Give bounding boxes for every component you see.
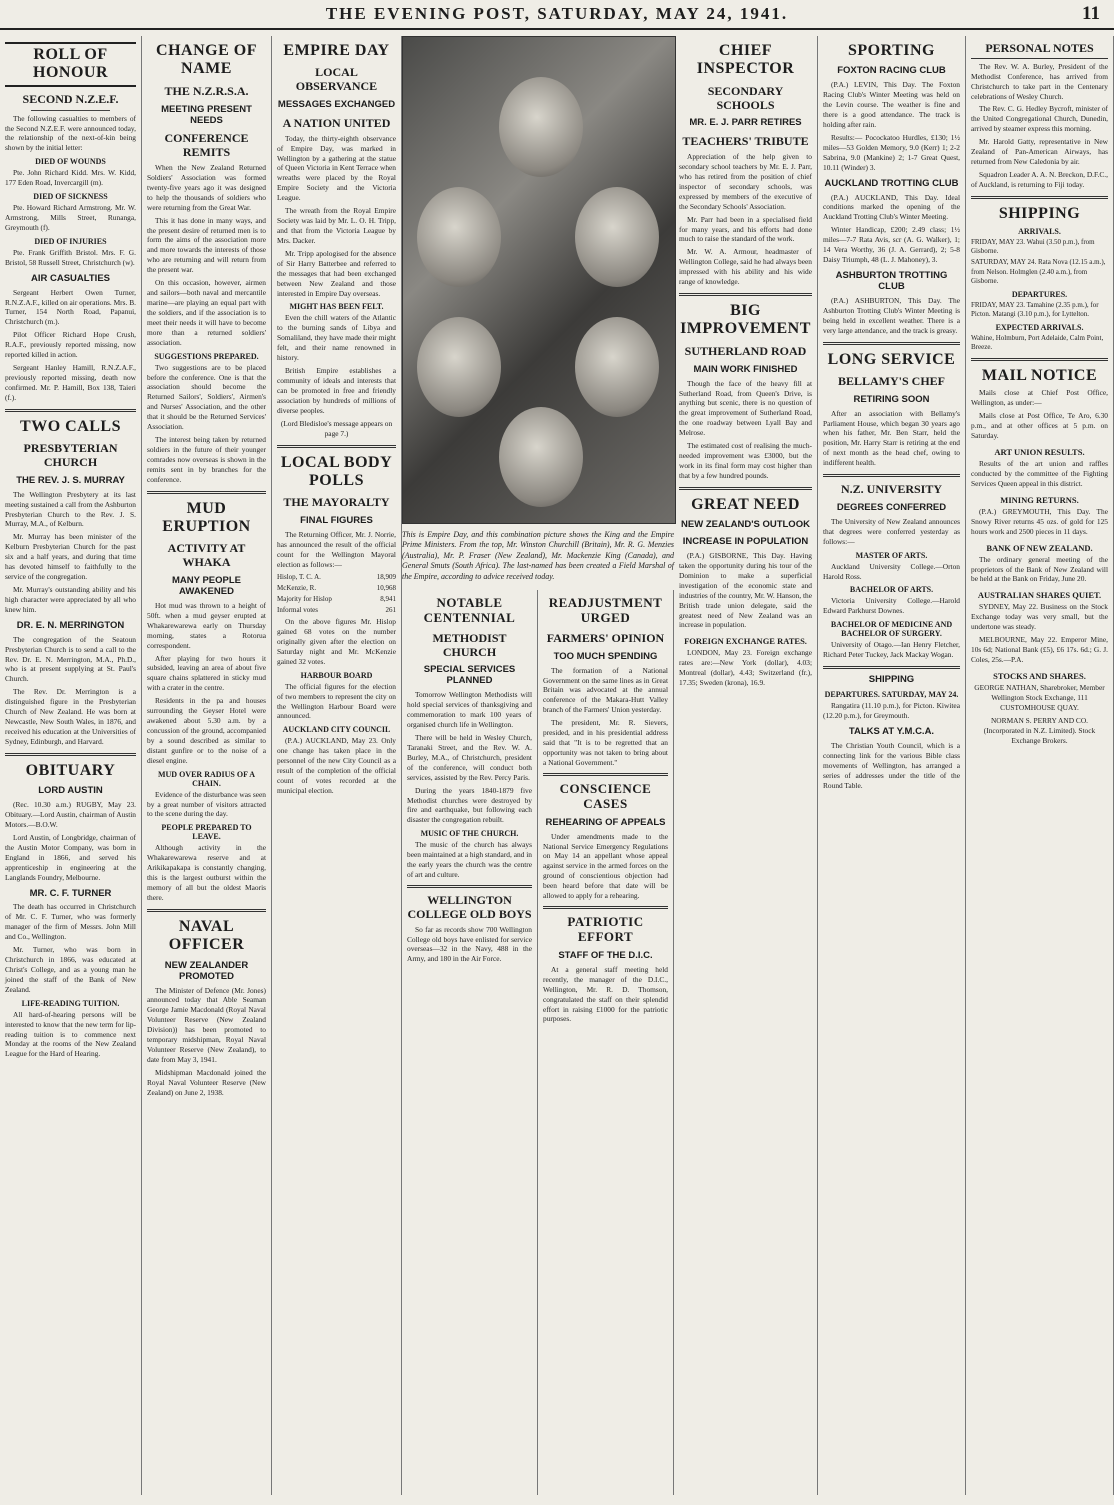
shipping-article (971, 205, 1108, 352)
degree-1-text: Auckland University College.—Orton Harold Ross. (823, 561, 960, 581)
column-personal (966, 36, 1114, 1495)
mud-p1: Hot mud was thrown to a height of 50ft. when a mud geyser erupted at Whakarewarewa early on Thursday morning, states a Rotorua correspondent. (147, 600, 266, 650)
two-calls-article (5, 418, 136, 747)
air-heading: AIR CASUALTIES (31, 272, 110, 284)
ymca-heading: TALKS AT Y.M.C.A. (848, 725, 935, 737)
air-text-1: Sergeant Herbert Owen Turner, R.N.Z.A.F., killed on air operations. Mrs. B. Turner, 154 North Road, Papanui, Christchurch (m.). (5, 287, 136, 327)
chief-p3: Mr. W. A. Armour, headmaster of Wellington College, said he had always been impressed with his ability and his wide range of knowledge. (679, 247, 812, 287)
expected-1: Wahine, Holmburn, Port Adelaide, Calm Point, Breeze. (971, 333, 1104, 351)
local-body-p3: The official figures for the election of two members to represent the city on the Wellington Harbour Board were announced. (277, 681, 396, 721)
naval-title: NAVAL OFFICER (168, 917, 245, 954)
mud-sub2: PEOPLE PREPARED TO LEAVE. (161, 823, 252, 842)
degree-3-text: University of Otago.—Ian Henry Fletcher, Richard Peter Tuckey, Jack Mackay Wogan. (823, 640, 960, 660)
arrivals-2: SATURDAY, MAY 24. Rata Nova (12.15 a.m.), from Nelson. Holmglen (2.40 a.m.), from Gisborne. (971, 258, 1106, 285)
centennial-p1: Tomorrow Wellington Methodists will hold special services of thanksgiving and commemoration to mark 100 years of organised church life in Wellington. (407, 690, 532, 730)
dos-text: Pte. Howard Richard Armstrong. Mr. W. Armstrong, Mills Street, Runanga, Greymouth (f). (5, 203, 136, 232)
chief-p2: Mr. Parr had been in a specialised field for many years, and his efforts had done much to raise the standard of the work. (679, 214, 812, 244)
bellamys-heading: BELLAMY'S CHEF (837, 373, 945, 388)
mud-title: MUD ERUPTION (162, 499, 251, 536)
shipping-mid-sub: DEPARTURES. SATURDAY, MAY 24. (824, 690, 959, 700)
empire-day-p1: Today, the thirty-eighth observance of Empire Day, was marked in Wellington by a gathering at the statue of Queen Victoria in Kent Terrace when wreaths were placed by the Royal Empire Society and the Victoria League. (277, 133, 396, 203)
majority-row (277, 595, 396, 604)
mud-p3: Residents in the pa and houses surrounding the Geyser Hotel were awakened about 5.30 a.m. by a concussion of the ground, accompanied by a sound described as similar to distant gunfire or to the noise of a diesel engine. (147, 696, 266, 765)
change-name-h3: MEETING PRESENT NEEDS (161, 103, 252, 126)
readjustment-p1: The formation of a National Government on the same lines as in Great Britain was advocated at the annual conference of the Makara-Hutt Valley branch of the Farmers' Union yesterday. (543, 665, 668, 715)
centennial-p2: There will be held in Wesley Church, Taranaki Street, and the Rev. W. A. Burley, M.A., of Christchurch, president of the conference, will conduct both services, assisted by the Rev. Percy Paris. (407, 733, 532, 782)
readjustment-title: READJUSTMENT URGED (548, 595, 663, 625)
auckland-trotting-heading: AUCKLAND TROTTING CLUB (824, 177, 959, 189)
chief-p1: Appreciation of the help given to secondary school teachers by Mr. E. J. Parr, who has retired from the position of chief inspector of secondary schools, was expressed by members of the executive of the Secondary Schools' Association. (679, 152, 812, 211)
mud-p2: After playing for two hours it subsided, leaving an area of about five square chains splattered in sticky mud with a crater in the centre. (147, 653, 266, 693)
photo-portrait-5 (575, 317, 659, 417)
local-body-p2: On the above figures Mr. Hislop gained 68 votes on the number originally given after the election on Saturday night and Mr. McKenzie gained 32 votes. (277, 617, 396, 666)
conscience-h2: REHEARING OF APPEALS (545, 816, 666, 828)
naval-p2: Midshipman Macdonald joined the Royal Naval Volunteer Reserve (New Zealand) on June 2, 1938. (147, 1067, 266, 1097)
prime-ministers-photo (402, 36, 676, 524)
empire-day-p4: Even the chill waters of the Atlantic to the burning sands of Libya and Somaliland, they have made their might felt, and their name renowned in history. (277, 313, 396, 363)
empire-day-h4: A NATION UNITED (282, 115, 391, 130)
patriotic-title: PATRIOTIC EFFORT (567, 914, 644, 944)
personal-p13: NORMAN S. PERRY AND CO. (Incorporated in N.Z. Limited). Stock Exchange Brokers. (983, 715, 1096, 745)
retiring-heading: RETIRING SOON (853, 393, 930, 405)
degrees-heading: DEGREES CONFERRED (836, 501, 947, 513)
newspaper-title: THE EVENING POST, SATURDAY, MAY 24, 1941. (325, 4, 789, 23)
readjustment-p3: Under amendments made to the National Service Emergency Regulations on May 14 an appellant whose appeal against service in the armed forces on the ground of conscientious objection had been heard before that date will be allowed to apply for a rehearing. (543, 831, 668, 901)
mud-h3: MANY PEOPLE AWAKENED (172, 575, 241, 597)
merrington-heading: DR. E. N. MERRINGTON (16, 619, 125, 631)
photo-portrait-6 (499, 407, 583, 507)
chief-p4: Though the face of the heavy fill at Sutherland Road, from Queen's Drive, is anything but scenic, there is no question of the great improvement of Sutherland Road, the one roadway between Lyall Bay and Melrose. (679, 378, 812, 438)
two-calls-p2: Mr. Murray has been minister of the Kelburn Presbyterian Church for the past six and a half years, and during that time has devoted himself to faithfully to the service of the congregation. (5, 532, 136, 582)
sutherland-h3: MAIN WORK FINISHED (693, 363, 798, 375)
empire-day-p2: The wreath from the Royal Empire Society was laid by Mr. L. O. H. Tripp, and that from the Victoria League by Mrs. Dacker. (277, 206, 396, 245)
personal-p6: Mails close at Post Office, Te Aro, 6.30 p.m., and at other offices at 5 p.m. on Saturday. (971, 411, 1108, 441)
obituary-p4: Mr. Turner, who was born in Christchurch in 1866, was educated at Christ's College, and as a young man he joined the staff of the Bank of New Zealand. (5, 945, 136, 994)
change-name-h4: CONFERENCE REMITS (164, 131, 249, 160)
mud-h2: ACTIVITY AT WHAKA (167, 541, 246, 570)
lord-austin-heading: LORD AUSTIN (38, 785, 103, 797)
obituary-p1: (Rec. 10.30 a.m.) RUGBY, May 23. Obituary.—Lord Austin, chairman of Austin Motors.—B.O.W. (5, 800, 136, 829)
sutherland-road-article (679, 302, 812, 481)
photo-portrait-2 (417, 187, 501, 287)
readjustment-h3: TOO MUCH SPENDING (553, 650, 658, 662)
centennial-p3: During the years 1840-1879 five Methodist churches were destroyed by fire and earthquake, but following each disaster the congregation rebuilt. (407, 785, 532, 825)
auckland-council-heading: AUCKLAND CITY COUNCIL (282, 725, 391, 735)
readjustment-p2: The president, Mr. R. Sievers, presided, and in his presidential address said that "It is to be regretted that an opportunity was not taken to bring about a National Government." (543, 718, 668, 767)
chief-h3: MR. E. J. PARR RETIRES (689, 117, 802, 129)
readjustment-h2: FARMERS' OPINION (546, 630, 665, 645)
two-calls-p4: The congregation of the Seatoun Presbyterian Church is to send a call to the Rev. Dr. E. N. Merrington, M.A., Ph.D., who is at present supplying at St. Paul's Church. (5, 634, 136, 684)
vote-row-2 (277, 584, 396, 593)
photo-portrait-3 (575, 187, 659, 287)
empire-day-h2: LOCAL OBSERVANCE (295, 65, 378, 94)
photo-caption: This is Empire Day, and this combination picture shows the King and the Empire Prime Ministers. From the top, Mr. Winston Churchill (Britain), Mr. R. G. Menzies (Australia), Mr. P. Fraser (New Zealand), Mr. Mackenzie King (Canada), and General Smuts (South Africa). The last-named has been created a Field Marshal of the Empire, according to advice received today. (402, 530, 674, 581)
masthead (0, 0, 1114, 30)
degree-2-text: Victoria University College.—Harold Edward Parkhurst Downes. (823, 596, 960, 616)
naval-h2: NEW ZEALANDER PROMOTED (164, 959, 249, 982)
naval-p1: The Minister of Defence (Mr. Jones) announced today that Able Seaman George Jamie Macdonald (Royal Naval Volunteer Reserve (New Zealand Division)) has been promoted to temporary midshipman, Royal Naval Volunteer Reserve (New Zealand), to date from May 3, 1941. (147, 985, 266, 1065)
vote-row-1 (277, 573, 396, 582)
personal-p2: The Rev. C. G. Hedley Bycroft, minister of the United Congregational Church, Dunedin, arrived by steamer express this morning. (971, 104, 1108, 134)
final-figures-heading: FINAL FIGURES (300, 515, 373, 527)
empire-day-article (277, 42, 396, 439)
personal-p12: GEORGE NATHAN, Sharebroker, Member Wellington Stock Exchange, 111 CUSTOMHOUSE QUAY. (974, 682, 1105, 712)
air-text-2: Pilot Officer Richard Hope Crush, R.A.F., previously reported missing, now reported killed in action. (5, 330, 136, 360)
empire-day-p3: Mr. Tripp apologised for the absence of Sir Harry Batterbee and referred to the messages that had been exchanged between New Zealand and those interested in Empire Day overseas. (277, 248, 396, 298)
two-calls-title: TWO CALLS (20, 417, 121, 435)
vote-val-2: 10,968 (376, 583, 396, 592)
photo-portrait-1 (499, 77, 583, 177)
vote-name-1: Hislop, T. C. A. (277, 572, 321, 581)
change-name-p1: When the New Zealand Returned Soldiers' Association was formed twenty-five years ago it was designed to help the thousands of soldiers who were returning from the Great War. (147, 163, 266, 212)
two-calls-p1: The Wellington Presbytery at its last meeting sustained a call from the Ashburton Presbyterian Church to the Rev. J. S. Murray, M.A., of Kelburn. (5, 489, 136, 529)
informal-label: Informal votes (277, 605, 319, 614)
obituary-p3: The death has occurred in Christchurch of Mr. C. F. Turner, who was formerly manager of the firm of Messrs. John Mill and Co., Wellington. (5, 902, 136, 942)
change-of-name-article (147, 42, 266, 485)
conscience-title: CONSCIENCE CASES (559, 780, 652, 811)
column-1 (0, 36, 142, 1495)
photo-portrait-4 (417, 317, 501, 417)
bank-heading: BANK OF NEW ZEALAND. (986, 542, 1093, 553)
great-need-h2: NEW ZEALAND'S OUTLOOK (681, 519, 810, 531)
sporting-p7: The University of New Zealand announces that degrees were conferred yesterday as follows:— (823, 516, 960, 546)
personal-p10: SYDNEY, May 22. Business on the Stock Exchange today was very small, but the undertone was steady. (971, 602, 1108, 632)
column-chief-inspector (674, 36, 818, 1495)
empire-day-h3: MESSAGES EXCHANGED (277, 98, 396, 110)
centennial-p4: The music of the church has always been maintained at a high standard, and in the early years the church was the centre of art and culture. (407, 840, 532, 880)
column-3 (272, 36, 402, 1495)
chief-h4: TEACHERS' TRIBUTE (682, 134, 809, 149)
long-service-article (823, 351, 960, 469)
personal-p8: (P.A.) GREYMOUTH, This Day. The Snowy River returns 45 ozs. of gold for 125 hours work and 2500 pieces in 11 days. (971, 506, 1108, 536)
roll-of-honour-article (5, 42, 136, 403)
university-article (823, 483, 960, 660)
patriotic-h2: STAFF OF THE D.I.C. (558, 949, 653, 961)
centennial-p5: So far as records show 700 Wellington College old boys have enlisted for service overseas—32 in the Navy, 488 in the Army, and 180 in the Air Force. (407, 924, 532, 964)
sutherland-h2: SUTHERLAND ROAD (684, 343, 807, 358)
obituary-p2: Lord Austin, of Longbridge, chairman of the Austin Motor Company, was born in England in 1866, and served his apprenticeship in engineering at the Langlands Foundry, Melbourne. (5, 832, 136, 882)
college-old-boys-heading: WELLINGTON COLLEGE OLD BOYS (407, 892, 532, 921)
chief-p5: The estimated cost of realising the much-needed improvement was £3000, but the work in its final form may cost higher than that by a few hundred pounds. (679, 441, 812, 480)
informal-row (277, 606, 396, 615)
mail-notice-article (971, 367, 1108, 745)
departures-heading: DEPARTURES. (1011, 289, 1068, 299)
dos-heading: DIED OF SICKNESS (33, 192, 108, 202)
two-calls-p3: Mr. Murray's outstanding ability and his high character were appreciated by all who knew him. (5, 584, 136, 614)
empire-day-note: (Lord Bledisloe's message appears on page 7.) (280, 418, 393, 438)
empire-day-title: EMPIRE DAY (283, 42, 390, 59)
sporting-p8: The Christian Youth Council, which is a connecting link for the various Bible class movements of Wellington, has arranged a series of addresses under the title of the Round Table. (823, 740, 960, 790)
air-text-3: Sergeant Hanley Hamill, R.N.Z.A.F., previously reported missing, death now confirmed. Mr. P. Hamill, Box 138, Taieri (f.). (5, 363, 136, 402)
naval-officer-article (147, 918, 266, 1098)
local-body-p4: (P.A.) AUCKLAND, May 23. Only one change has taken place in the personnel of the new City Council as a result of the completion of the official count of votes recorded at the municipal election. (277, 736, 396, 795)
column-centennial (402, 590, 538, 1495)
shipping-title: SHIPPING (998, 204, 1081, 222)
chief-inspector-article (679, 42, 812, 287)
great-need-h3: INCREASE IN POPULATION (682, 536, 809, 548)
two-calls-h3: THE REV. J. S. MURRAY (16, 474, 125, 486)
personal-p4: Squadron Leader A. A. N. Breckon, D.F.C., of Auckland, is returning to Fiji today. (971, 170, 1108, 189)
centennial-article (407, 596, 532, 964)
mud-eruption-article (147, 500, 266, 903)
local-body-article (277, 454, 396, 796)
mail-notice-title: MAIL NOTICE (981, 367, 1098, 385)
personal-p3: Mr. Harold Gatty, representative in New Zealand of Pan-American Airways, has returned from New Caledonia by air. (971, 137, 1108, 167)
long-service-title: LONG SERVICE (827, 350, 956, 368)
shipping-mid-title: SHIPPING (868, 674, 915, 686)
music-heading: MUSIC OF THE CHURCH. (420, 829, 519, 839)
foxton-heading: FOXTON RACING CLUB (837, 65, 946, 77)
page-number: 11 (1082, 3, 1100, 24)
roll-title: ROLL OF HONOUR (5, 42, 136, 87)
obituary-article (5, 762, 136, 1060)
dow-text: Pte. John Richard Kidd. Mrs. W. Kidd, 177 Eden Road, Invercargill (m). (5, 168, 136, 188)
turner-heading: MR. C. F. TURNER (29, 887, 112, 899)
empire-day-p5: British Empire establishes a community of ideals and interests that can be promoted in free and friendly association by hundreds of millions of diverse peoples. (277, 366, 396, 415)
expected-heading: EXPECTED ARRIVALS. (995, 322, 1084, 332)
sporting-title: SPORTING (847, 42, 935, 59)
chief-title: CHIEF INSPECTOR (696, 42, 795, 78)
fx-heading: FOREIGN EXCHANGE RATES. (684, 636, 807, 647)
vote-name-2: McKenzie, R. (277, 583, 317, 592)
might-heading: MIGHT HAS BEEN FELT. (289, 302, 384, 312)
sporting-p4: Winter Handicap, £200; 2.49 class; 1½ miles—7-7 Rata Avis, scr (A. G. Walker), 1; 14 Vera Worthy, 36 (J. A. Gerrard), 2; 5-8 Daisy Triumph, 48 (L. J. Mahoney), 3. (823, 225, 960, 265)
chief-p6: (P.A.) GISBORNE, This Day. Having taken the opportunity during his tour of the Dominion to make a superficial investigation of the economic state and industries of the country, Mr. W. Hanson, the British trade union delegate, said the greatest need of New Zealand was an increase in population. (679, 551, 812, 630)
personal-p5: Mails close at Chief Post Office, Wellington, as under:— (971, 388, 1108, 408)
great-need-article (679, 496, 812, 688)
fx-text: LONDON, May 23. Foreign exchange rates are:—New York (dollar), 4.03; Montreal (dollar), 4.43; Switzerland (fr.), 17.35; Sweden (krona), 16.9. (679, 648, 812, 688)
change-name-p2: This it has done in many ways, and the present desire of returned men is to form the aims of the association more and more towards the interests of those who are returning and will return from the present war. (147, 215, 266, 275)
centennial-h2: METHODIST CHURCH (432, 630, 507, 659)
personal-title: PERSONAL NOTES (971, 42, 1108, 59)
change-name-p3: On this occasion, however, airmen and sailors—both naval and mercantile marine—are playing an equal part with the soldiers, and if the association is to meet their needs it will have to become more than a returned soldiers' association. (147, 278, 266, 347)
centennial-title: NOTABLE CENTENNIAL (423, 595, 516, 625)
degree-3-heading: BACHELOR OF MEDICINE AND BACHELOR OF SURGERY. (830, 620, 953, 639)
informal-val: 261 (385, 605, 396, 614)
mining-heading: MINING RETURNS. (1000, 494, 1079, 505)
art-union-heading: ART UNION RESULTS. (994, 447, 1085, 458)
mud-p4: Evidence of the disturbance was seen by a great number of visitors attracted to the scene during the day. (147, 789, 266, 819)
local-body-p1: The Returning Officer, Mr. J. Norrie, has announced the result of the official count for the Wellington Mayoral election as follows:— (277, 530, 396, 569)
sporting-p6: After an association with Bellamy's Parliament House, which began 30 years ago when his father, Mr. Ben Starr, held the position, Mr. Harry Starr is retiring at the end of next month as the head chef, owing to indifferent health. (823, 408, 960, 468)
obituary-title: OBITUARY (25, 761, 116, 779)
change-name-title: CHANGE OF NAME (156, 42, 257, 78)
personal-p9: The ordinary general meeting of the proprietors of the Bank of New Zealand will be held at the Bank on Friday, June 20. (971, 554, 1108, 584)
ashburton-heading: ASHBURTON TROTTING CLUB (835, 269, 948, 292)
readjustment-p4: At a general staff meeting held recently, the manager of the D.I.C., Wellington, Mr. R. D. Thomson, congratulated the staff on their splendid effort in raising £1000 for the patriotic purposes. (543, 964, 668, 1024)
sporting-article (823, 42, 960, 336)
sporting-p3: (P.A.) AUCKLAND, This Day. Ideal conditions marked the opening of the Auckland Trotting Club's Winter Meeting. (823, 192, 960, 222)
shipping-mid-text: Rangatira (11.10 p.m.), for Picton. Kiwitea (12.20 p.m.), for Greymouth. (823, 701, 960, 721)
local-body-title: LOCAL BODY POLLS (280, 453, 393, 489)
arrivals-heading: ARRIVALS. (1018, 227, 1061, 237)
majority-label: Majority for Hislop (277, 594, 332, 603)
shares-heading: AUSTRALIAN SHARES QUIET. (977, 590, 1102, 601)
harbour-heading: HARBOUR BOARD (300, 670, 373, 680)
mud-p5: Although activity in the Whakarewarewa reserve and at Arikikapakapa is constantly changing, this is the largest outburst within the memory of all but the oldest Maoris there. (147, 843, 266, 903)
vote-val-1: 18,909 (376, 572, 396, 581)
two-calls-p5: The Rev. Dr. Merrington is a distinguished figure in the Presbyterian Church of New Zealand. He was born at Newcastle, New South Wales, in 1876, and received his education at the Universities of Sydney, Edinburgh, and Harvard. (5, 687, 136, 746)
shipping-mid-article (823, 675, 960, 790)
sporting-p2: Results:— Pocockatoo Hurdles, £130; 1½ miles—53 Golden Memory, 9.0 (Kerr) 1; 2-2 Sabrina, 9.0 (Mankine) 2; 1-7 Great Quest, 10.11 (Winder) 3. (823, 132, 960, 172)
majority-val: 8,941 (380, 594, 396, 603)
chief-h2: SECONDARY SCHOOLS (707, 83, 784, 112)
sporting-p1: (P.A.) LEVIN, This Day. The Foxton Racing Club's Winter Meeting was held on the Levin course. The weather is fine and there is a good attendance. The track is holding after rain. (823, 80, 960, 129)
degree-1-heading: MASTER OF ARTS. (855, 550, 928, 560)
suggestions-heading: SUGGESTIONS PREPARED. (154, 351, 259, 361)
roll-intro: The following casualties to members of the Second N.Z.E.F. were announced today, the relationship of the next-of-kin being shown by the initial letter: (5, 113, 136, 153)
arrivals-1: FRIDAY, MAY 23. Wahui (3.50 p.m.), from Gisborne. (971, 238, 1095, 256)
change-name-p4: Two suggestions are to be placed before the conference. One is that the association should become the Returned Sailors', Soldiers', Airmen's and Nurses' Association, and the other that it should be the Returned Services' Association. (147, 362, 266, 432)
roll-subtitle: SECOND N.Z.E.F. (22, 91, 119, 106)
lip-reading-heading: LIFE-READING TUITION. (21, 998, 120, 1008)
centennial-h3: SPECIAL SERVICES PLANNED (423, 664, 516, 687)
change-name-h2: THE N.Z.R.S.A. (164, 83, 249, 98)
change-name-p5: The interest being taken by returned soldiers in the future of their younger comrades now overseas is shown in the remits sent in by branches for the conference. (147, 435, 266, 484)
big-improvement-title: BIG IMPROVEMENT (680, 302, 811, 338)
departures-1: FRIDAY, MAY 23. Tamahine (2.35 p.m.), for Picton. Matangi (3.10 p.m.), for Lyttelton. (971, 300, 1099, 318)
obituary-p5: All hard-of-hearing persons will be interested to know that the new term for lip-reading tuition is to commence next Monday at the rooms of the New Zealand League for the Hard of Hearing. (5, 1009, 136, 1059)
personal-notes-article (971, 42, 1108, 190)
personal-p1: The Rev. W. A. Burley, President of the Methodist Conference, has arrived from Christchurch to take part in the Centenary celebrations of Wesley Church. (971, 61, 1108, 101)
university-title: N.Z. UNIVERSITY (840, 482, 943, 497)
sporting-p5: (P.A.) ASHBURTON, This Day. The Ashburton Trotting Club's Winter Meeting is being held in excellent weather. There is a very large attendance, and the track is greasy. (823, 295, 960, 335)
personal-p7: Results of the art union and raffles conducted by the committee of the Fighting Services Queen appeal in this district. (971, 459, 1108, 488)
column-readjustment (538, 590, 674, 1495)
two-calls-subtitle: PRESBYTERIAN CHURCH (23, 441, 118, 469)
stocks-heading: STOCKS AND SHARES. (993, 670, 1086, 681)
personal-p11: MELBOURNE, May 22. Emperor Mine, 10s 6d; National Bank (£5), £6 17s. 6d.; G. J. Coles, 25s.—P.A. (971, 635, 1108, 664)
column-2 (142, 36, 272, 1495)
great-need-title: GREAT NEED (691, 495, 800, 513)
doi-text: Pte. Frank Griffith Bristol. Mrs. F. G. Bristol, 58 Russell Street, Christchurch (w). (5, 247, 136, 267)
column-sporting (818, 36, 966, 1495)
degree-2-heading: BACHELOR OF ARTS. (849, 585, 934, 595)
doi-heading: DIED OF INJURIES (34, 236, 107, 246)
dow-heading: DIED OF WOUNDS (35, 157, 106, 167)
mayoralty-heading: THE MAYORALTY (283, 495, 390, 510)
mud-sub1: MUD OVER RADIUS OF A CHAIN. (157, 769, 256, 788)
readjustment-article (543, 596, 668, 1024)
